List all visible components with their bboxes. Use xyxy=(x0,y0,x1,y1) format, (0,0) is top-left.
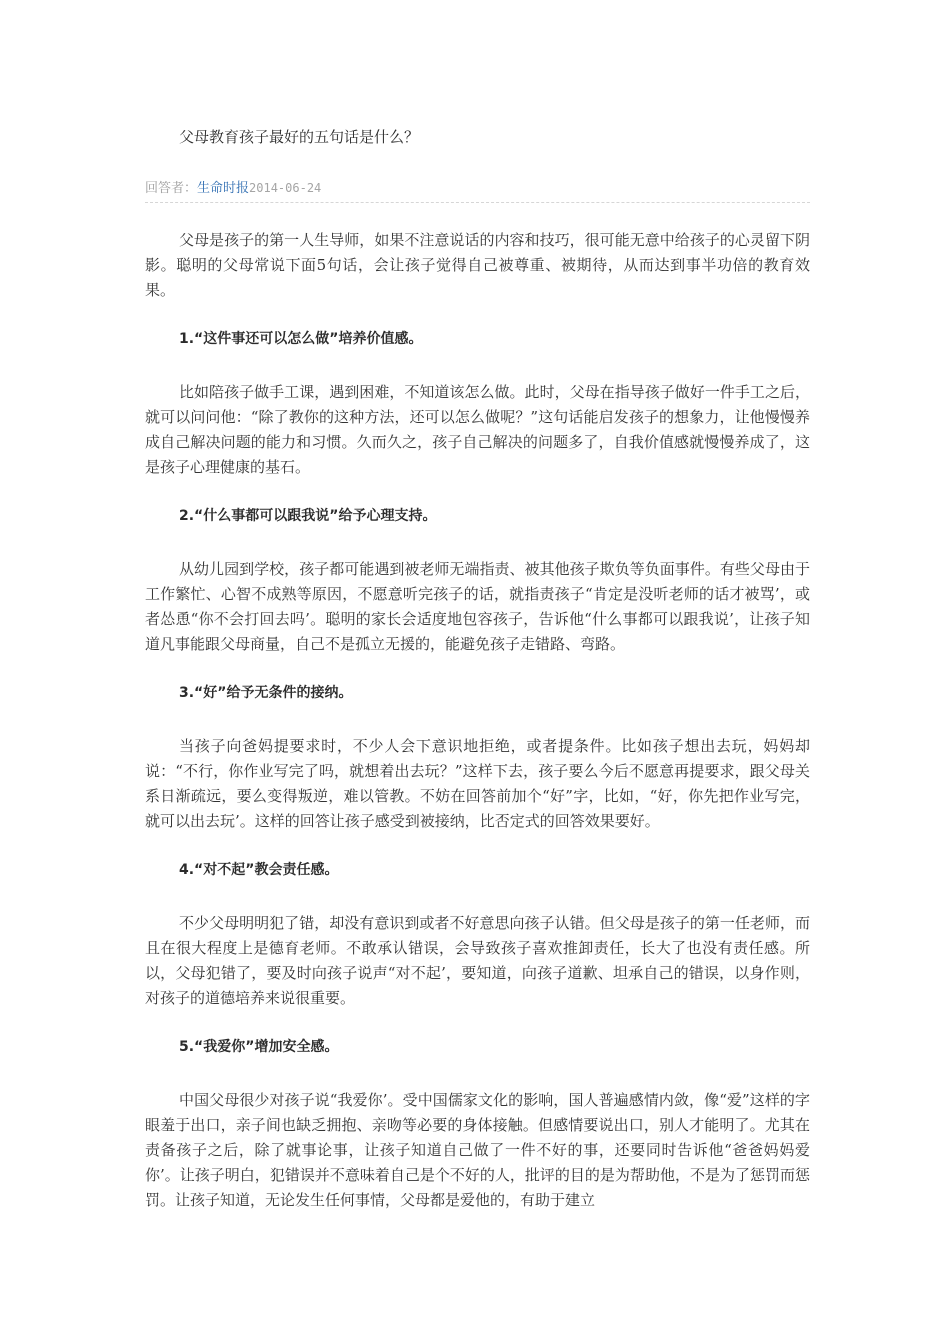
section-body-3: 当孩子向爸妈提要求时，不少人会下意识地拒绝，或者提条件。比如孩子想出去玩，妈妈却说：“不行，你作业写完了吗，就想着出去玩？”这样下去，孩子要么今后不愿意再提要求，跟父母关系日渐疏远，要么变得叛逆，难以管教。不妨在回答前加个“好”字，比如，“好，你先把作业写完，就可以出去玩’。这样的回答让孩子感受到被接纳，比否定式的回答效果要好。 xyxy=(145,737,810,830)
answer-meta xyxy=(145,178,810,203)
section-body-5: 中国父母很少对孩子说“我爱你’。受中国儒家文化的影响，国人普遍感情内敛，像“爱”这样的字眼羞于出口，亲子间也缺乏拥抱、亲吻等必要的身体接触。但感情要说出口，别人才能明了。尤其在责备孩子之后，除了就事论事，让孩子知道自己做了一件不好的事，还要同时告诉他“爸爸妈妈爱你’。让孩子明白，犯错误并不意味着自己是个不好的人，批评的目的是为帮助他，不是为了惩罚而惩罚。让孩子知道，无论发生任何事情，父母都是爱他的，有助于建立 xyxy=(145,1091,810,1209)
section-heading-5: 5.“我爱你”增加安全感。 xyxy=(179,1039,339,1055)
section-heading-4: 4.“对不起”教会责任感。 xyxy=(179,862,339,878)
section-body-2: 从幼儿园到学校，孩子都可能遇到被老师无端指责、被其他孩子欺负等负面事件。有些父母由于工作繁忙、心智不成熟等原因，不愿意听完孩子的话，就指责孩子“肯定是没听老师的话才被骂’，或者怂恿“你不会打回去吗’。聪明的家长会适度地包容孩子，告诉他“什么事都可以跟我说’，让孩子知道凡事能跟父母商量，自己不是孤立无援的，能避免孩子走错路、弯路。 xyxy=(145,560,810,653)
section-heading-1: 1.“这件事还可以怎么做”培养价值感。 xyxy=(179,331,423,347)
answerer-label: 回答者： xyxy=(145,181,198,196)
article-body xyxy=(145,228,810,1213)
section-body-1: 比如陪孩子做手工课，遇到困难，不知道该怎么做。此时，父母在指导孩子做好一件手工之后，就可以问问他：“除了教你的这种方法，还可以怎么做呢？”这句话能启发孩子的想象力，让他慢慢养成自己解决问题的能力和习惯。久而久之，孩子自己解决的问题多了，自我价值感就慢慢养成了，这是孩子心理健康的基石。 xyxy=(145,383,810,476)
section-heading-2: 2.“什么事都可以跟我说”给予心理支持。 xyxy=(179,508,437,524)
question-title: 父母教育孩子最好的五句话是什么？ xyxy=(179,128,420,146)
section-heading-3: 3.“好”给予无条件的接纳。 xyxy=(179,685,353,701)
intro-paragraph: 父母是孩子的第一人生导师，如果不注意说话的内容和技巧，很可能无意中给孩子的心灵留下阴影。聪明的父母常说下面5句话，会让孩子觉得自己被尊重、被期待，从而达到事半功倍的教育效果。 xyxy=(145,231,810,299)
section-body-4: 不少父母明明犯了错，却没有意识到或者不好意思向孩子认错。但父母是孩子的第一任老师，而且在很大程度上是德育老师。不敢承认错误，会导致孩子喜欢推卸责任，长大了也没有责任感。所以，父母犯错了，要及时向孩子说声“对不起’，要知道，向孩子道歉、坦承自己的错误，以身作则，对孩子的道德培养来说很重要。 xyxy=(145,914,810,1007)
answer-date: 2014-06-24 xyxy=(249,181,322,195)
author-link[interactable]: 生命时报 xyxy=(197,181,250,196)
